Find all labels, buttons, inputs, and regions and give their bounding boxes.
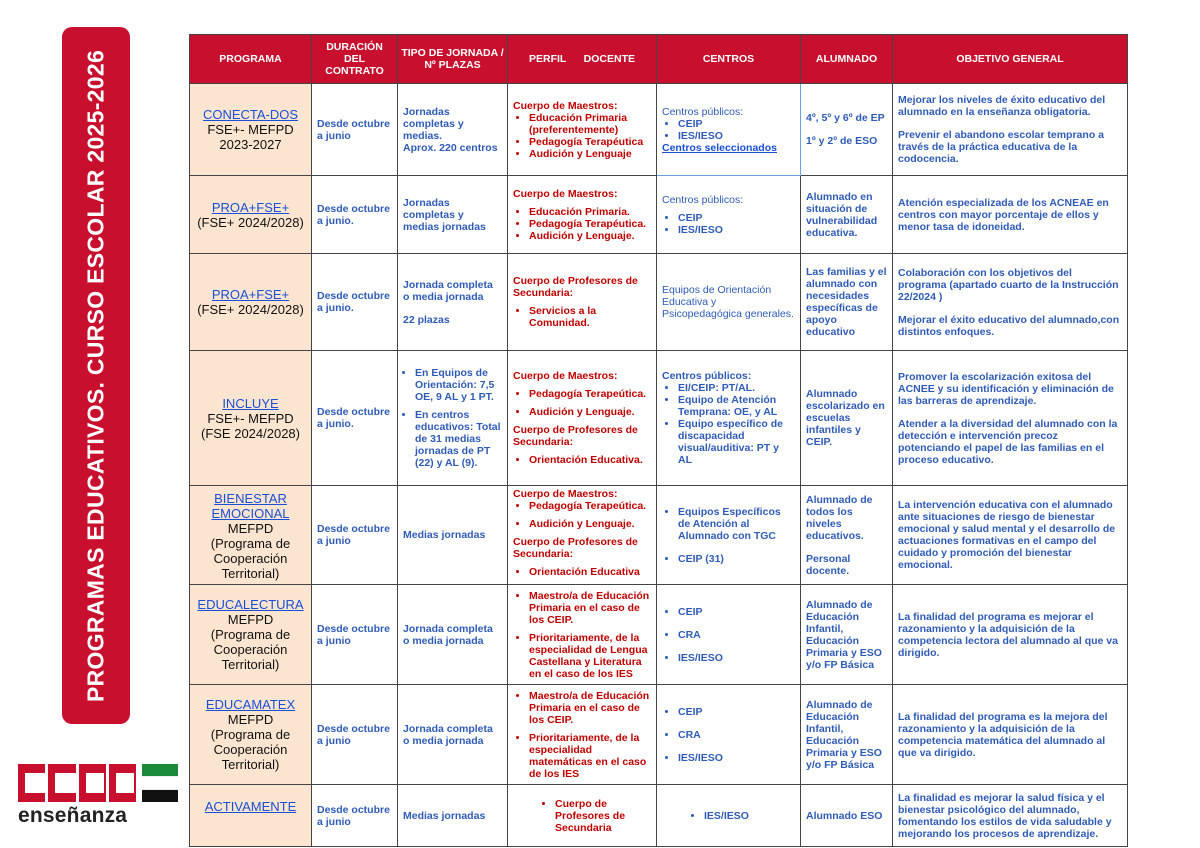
centros-item: • CRA xyxy=(678,629,795,641)
perfil-title: Cuerpo de Maestros: xyxy=(513,187,618,200)
duracion-cell: Desde octubre a junio xyxy=(312,585,398,685)
program-cell xyxy=(190,351,312,486)
table-row xyxy=(190,585,1128,685)
alumnado-text: Alumnado de todos los niveles educativos. xyxy=(806,493,873,542)
jornada-cell: Medias jornadas xyxy=(398,785,508,847)
program-cell xyxy=(190,254,312,351)
perfil-title: Cuerpo de Profesores de Secundaria: xyxy=(513,536,638,560)
perfil-item: • Audición y Lenguaje xyxy=(529,148,651,160)
program-link-educamatex[interactable]: EDUCAMATEX xyxy=(205,697,296,712)
header-perfil: PERFIL DOCENTE xyxy=(508,35,657,84)
centros-item: • IES/IESO xyxy=(678,752,795,764)
perfil-item: • Prioritariamente, de la especialidad matemáticas en el caso de los IES xyxy=(529,732,651,780)
program-line: FSE+- MEFPD xyxy=(207,410,294,426)
centros-item: • Equipo específico de discapacidad visual/auditiva: PT y AL xyxy=(678,418,795,466)
centros-item: • CEIP xyxy=(678,212,795,224)
alumnado-text: Personal docente. xyxy=(806,552,851,577)
objetivo-text: Mejorar los niveles de éxito educativo del alumnado en la enseñanza obligatoria. xyxy=(898,94,1106,118)
perfil-cell xyxy=(508,685,657,785)
program-link-incluye[interactable]: INCLUYE xyxy=(222,395,279,411)
centros-cell: Equipos de Orientación Educativa y Psicopedagógica generales. xyxy=(657,254,801,351)
logo-subtitle: enseñanza xyxy=(18,804,128,827)
centros-item: • CEIP (31) xyxy=(678,553,795,565)
program-link-activamente[interactable]: ACTIVAMENTE xyxy=(204,799,297,814)
centros-item: • IES/IESO xyxy=(678,224,795,236)
ccoo-logo xyxy=(18,764,178,828)
alumnado-cell: Alumnado de Educación Infantil, Educación Primaria y ESO y/o FP Básica xyxy=(801,585,893,685)
perfil-item: • Pedagogía Terapeútica. xyxy=(529,500,651,512)
centros-item: • Equipos Específicos de Atención al Alumnado con TGC xyxy=(678,506,795,542)
duracion-cell: Desde octubre a junio. xyxy=(312,176,398,254)
objetivo-cell: La finalidad del programa es mejorar el razonamiento y la adquisición de la competencia lectora del alumnado al que va dirigido. xyxy=(893,585,1128,685)
program-cell xyxy=(190,176,312,254)
table-row xyxy=(190,84,1128,176)
centros-item: • CEIP xyxy=(678,606,795,618)
perfil-item: • Cuerpo de Profesores de Secundaria xyxy=(555,798,651,834)
centros-cell xyxy=(657,351,801,486)
program-cell xyxy=(190,685,312,785)
duracion-cell: Desde octubre a junio xyxy=(312,785,398,847)
centros-cell xyxy=(657,685,801,785)
objetivo-cell: La finalidad del programa es la mejora del razonamiento y la adquisición de la competencia matemática del alumnado al que va dirigido. xyxy=(893,685,1128,785)
jornada-cell: Medias jornadas xyxy=(398,486,508,585)
duracion-cell: Desde octubre a junio xyxy=(312,84,398,176)
program-link-proa-fse[interactable]: PROA+FSE+ xyxy=(211,199,290,215)
perfil-cell xyxy=(508,351,657,486)
perfil-title: Cuerpo de Maestros: xyxy=(513,99,618,112)
program-link-conecta-dos[interactable]: CONECTA-DOS xyxy=(202,107,299,122)
alumnado-cell: Alumnado de Educación Infantil, Educación Primaria y ESO y/o FP Básica xyxy=(801,685,893,785)
side-banner-title: PROGRAMAS EDUCATIVOS. CURSO ESCOLAR 2025-2026 xyxy=(82,49,109,702)
perfil-title: Cuerpo de Maestros: xyxy=(513,488,618,500)
jornada-cell xyxy=(398,254,508,351)
flag-icon xyxy=(142,764,178,802)
perfil-cell xyxy=(508,785,657,847)
alumnado-cell: Alumnado en situación de vulnerabilidad educativa. xyxy=(801,176,893,254)
centros-item: • EI/CEIP: PT/AL. xyxy=(678,382,795,394)
alumnado-text: 1º y 2º de ESO xyxy=(806,135,878,147)
jornada-text: Aprox. 220 centros xyxy=(403,141,498,154)
header-objetivo: OBJETIVO GENERAL xyxy=(893,35,1128,84)
program-line: (Programa de Cooperación Territorial) xyxy=(210,627,291,672)
programs-table xyxy=(189,34,1128,847)
program-cell xyxy=(190,486,312,585)
program-link-bienestar-emocional[interactable]: BIENESTAR EMOCIONAL xyxy=(211,491,290,521)
alumnado-cell: Alumnado ESO xyxy=(801,785,893,847)
objetivo-cell: La intervención educativa con el alumnado ante situaciones de riesgo de bienestar emocional y salud mental y el desarrollo de actuaciones formativas en el campo del cuidado y promoción del bienestar emocional. xyxy=(893,486,1128,585)
header-centros: CENTROS xyxy=(657,35,801,84)
centros-cell xyxy=(657,785,801,847)
perfil-item: • Educación Primaria (preferentemente) xyxy=(529,112,651,136)
duracion-cell: Desde octubre a junio. xyxy=(312,254,398,351)
table-header-row xyxy=(190,35,1128,84)
alumnado-cell: Alumnado escolarizado en escuelas infantiles y CEIP. xyxy=(801,351,893,486)
jornada-cell: Jornadas completas y medias jornadas xyxy=(398,176,508,254)
perfil-item: • Audición y Lenguaje. xyxy=(529,406,651,418)
perfil-item: • Maestro/a de Educación Primaria en el caso de los CEIP. xyxy=(529,690,651,726)
objetivo-cell: La finalidad es mejorar la salud física y el bienestar psicológico del alumnado, fomentando los estilos de vida saludable y mejorando los procesos de aprendizaje. xyxy=(893,785,1128,847)
duracion-cell: Desde octubre a junio xyxy=(312,486,398,585)
program-line: (Programa de Cooperación Territorial) xyxy=(210,536,291,581)
alumnado-text: 4º, 5º y 6º de EP xyxy=(806,112,885,124)
perfil-item: • Pedagogía Terapéutica. xyxy=(529,218,651,230)
jornada-cell: Jornada completa o media jornada xyxy=(398,585,508,685)
objetivo-cell xyxy=(893,84,1128,176)
perfil-cell xyxy=(508,486,657,585)
perfil-item: • Audición y Lenguaje. xyxy=(529,230,651,242)
perfil-item: • Prioritariamente, de la especialidad de Lengua Castellana y Literatura en el caso de los IES xyxy=(529,632,651,680)
perfil-item: • Orientación Educativa xyxy=(529,566,651,578)
objetivo-text: Colaboración con los objetivos del programa (apartado cuarto de la Instrucción 22/2024 ) xyxy=(898,266,1119,303)
centros-item: • IES/IESO xyxy=(678,652,795,664)
perfil-item: • Educación Primaria. xyxy=(529,206,651,218)
program-line: MEFPD xyxy=(227,521,274,536)
program-line: (FSE+ 2024/2028) xyxy=(197,302,304,317)
program-cell xyxy=(190,585,312,685)
objetivo-text: Atender a la diversidad del alumnado con la detección e intervención precoz potenciando el papel de las familias en el proceso educativo. xyxy=(898,417,1118,466)
centros-item: • IES/IESO xyxy=(704,810,795,822)
perfil-title: Cuerpo de Profesores de Secundaria: xyxy=(513,275,638,299)
side-banner xyxy=(62,27,130,724)
jornada-item: • En centros educativos: Total de 31 medias jornadas de PT (22) y AL (9). xyxy=(415,409,502,469)
jornada-cell xyxy=(398,351,508,486)
table-row xyxy=(190,685,1128,785)
perfil-item: • Orientación Educativa. xyxy=(529,454,651,466)
centros-seleccionados-link[interactable]: Centros seleccionados xyxy=(662,141,777,154)
perfil-item: • Audición y Lenguaje. xyxy=(529,518,651,530)
perfil-item: • Pedagogía Terapeútica. xyxy=(529,388,651,400)
duracion-cell: Desde octubre a junio. xyxy=(312,351,398,486)
centros-title: Centros públicos: xyxy=(662,105,744,118)
alumnado-cell xyxy=(801,84,893,176)
objetivo-text: Promover la escolarización exitosa del ACNEE y su identificación y eliminación de las barreras de aprendizaje. xyxy=(898,370,1114,407)
ccoo-logo-mark xyxy=(18,764,178,802)
perfil-item: • Servicios a la Comunidad. xyxy=(529,305,651,329)
perfil-cell xyxy=(508,585,657,685)
jornada-item: • En Equipos de Orientación: 7,5 OE, 9 AL y 1 PT. xyxy=(415,367,502,403)
program-line: MEFPD xyxy=(227,612,274,627)
jornada-cell: Jornada completa o media jornada xyxy=(398,685,508,785)
perfil-title: Cuerpo de Maestros: xyxy=(513,370,618,382)
perfil-cell xyxy=(508,254,657,351)
program-line: (Programa de Cooperación Territorial) xyxy=(210,727,291,772)
alumnado-cell xyxy=(801,486,893,585)
header-alumnado: ALUMNADO xyxy=(801,35,893,84)
centros-cell xyxy=(657,486,801,585)
program-line: (FSE 2024/2028) xyxy=(200,425,300,441)
perfil-item: • Pedagogía Terapéutica xyxy=(529,136,651,148)
jornada-text: 22 plazas xyxy=(403,313,450,326)
program-line: MEFPD xyxy=(227,712,274,727)
objetivo-text: Mejorar el éxito educativo del alumnado,con distintos enfoques. xyxy=(898,313,1120,338)
header-duracion: DURACIÓN DEL CONTRATO xyxy=(312,35,398,84)
objetivo-cell xyxy=(893,254,1128,351)
centros-title: Centros públicos: xyxy=(662,370,752,382)
jornada-text: Jornadas completas y medias. xyxy=(403,105,464,142)
centros-cell xyxy=(657,176,801,254)
objetivo-cell: Atención especializada de los ACNEAE en centros con mayor porcentaje de ellos y menor tasa de idoneidad. xyxy=(893,176,1128,254)
alumnado-cell: Las familias y el alumnado con necesidades específicas de apoyo educativo xyxy=(801,254,893,351)
objetivo-text: Prevenir el abandono escolar temprano a través de la práctica educativa de la codocencia. xyxy=(898,129,1104,165)
centros-item: • CEIP xyxy=(678,706,795,718)
header-jornada: TIPO DE JORNADA / Nº PLAZAS xyxy=(398,35,508,84)
centros-title: Centros públicos: xyxy=(662,193,744,206)
centros-item: • IES/IESO xyxy=(678,130,795,142)
header-programa: PROGRAMA xyxy=(190,35,312,84)
perfil-cell xyxy=(508,84,657,176)
program-link-proa-fse-2[interactable]: PROA+FSE+ xyxy=(211,287,290,302)
jornada-cell xyxy=(398,84,508,176)
table-row xyxy=(190,486,1128,585)
centros-cell xyxy=(657,84,801,176)
program-line: (FSE+ 2024/2028) xyxy=(197,214,304,230)
centros-item: • CRA xyxy=(678,729,795,741)
program-cell xyxy=(190,785,312,847)
table-row xyxy=(190,176,1128,254)
program-link-educalectura[interactable]: EDUCALECTURA xyxy=(197,597,304,612)
centros-item: • Equipo de Atención Temprana: OE, y AL xyxy=(678,394,795,418)
program-cell xyxy=(190,84,312,176)
objetivo-cell xyxy=(893,351,1128,486)
duracion-cell: Desde octubre a junio xyxy=(312,685,398,785)
centros-cell xyxy=(657,585,801,685)
table-row xyxy=(190,785,1128,847)
perfil-item: • Maestro/a de Educación Primaria en el caso de los CEIP. xyxy=(529,590,651,626)
program-line: FSE+- MEFPD xyxy=(207,122,294,137)
jornada-text: Jornada completa o media jornada xyxy=(403,278,493,303)
program-line: 2023-2027 xyxy=(219,137,282,152)
perfil-title: Cuerpo de Profesores de Secundaria: xyxy=(513,424,638,448)
table-row xyxy=(190,254,1128,351)
perfil-cell xyxy=(508,176,657,254)
centros-item: • CEIP xyxy=(678,118,795,130)
table-row xyxy=(190,351,1128,486)
